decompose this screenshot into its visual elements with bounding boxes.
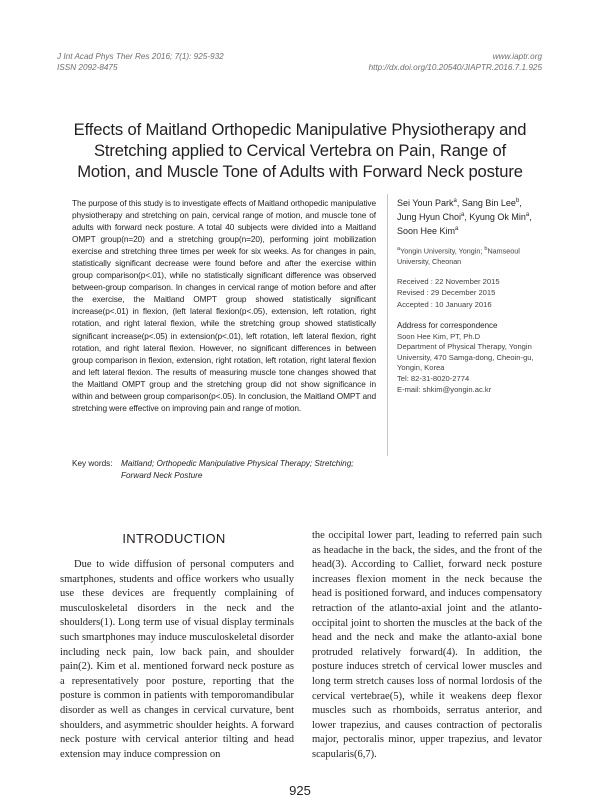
affil-mark-a: a [397, 246, 401, 252]
article-dates [397, 276, 547, 310]
title-line-3: Motion, and Muscle Tone of Adults with Forward Neck posture [77, 162, 523, 181]
author-list [397, 195, 549, 238]
article-title [65, 119, 535, 182]
correspondence-name: Soon Hee Kim, PT, Ph.D [397, 331, 481, 341]
correspondence-email[interactable]: E-mail: shkim@yongin.ac.kr [397, 384, 492, 394]
author-name: Sei Youn Park [397, 198, 454, 208]
author-name: , Kyung Ok Min [464, 212, 526, 223]
author-line-1: Sei Youn Park$^a$, Sang Bin Lee$^b$, [397, 198, 522, 208]
column-divider [387, 194, 388, 456]
author-line-3 [397, 223, 549, 237]
journal-reference: J Int Acad Phys Ther Res 2016; 7(1): 925-932 [57, 52, 224, 61]
author-affil-mark: a [461, 212, 465, 219]
affil-text-a: Yongin University, Yongin; [400, 246, 485, 256]
keywords-label: Key words: [72, 459, 113, 468]
correspondence [397, 321, 547, 395]
website-link[interactable]: www.iaptr.org [492, 52, 542, 61]
keywords [72, 458, 362, 482]
correspondence-heading: Address for correspondence [397, 321, 498, 330]
author-name: Jung Hyun Choi [397, 212, 462, 223]
correspondence-tel: Tel: 82-31-8020-2774 [397, 373, 470, 383]
keywords-text: Maitland; Orthopedic Manipulative Physical Therapy; Stretching; Forward Neck Posture [121, 459, 354, 480]
revised-date: Revised : 29 December 2015 [397, 288, 496, 298]
issn: ISSN 2092-8475 [57, 63, 118, 72]
journal-links [369, 51, 542, 73]
journal-citation [57, 51, 224, 73]
intro-paragraph-1: Due to wide diffusion of personal computers and smartphones, students and office workers who usually use these devices are frequently complaining of musculoskeletal disorders in the neck and the shoulders(1). Long term use of visual display terminals such smartphones may induce musculoskeletal disorder including neck pain, low back pain, and shoulder pain(2). Kim et al. mentioned forward neck posture as a representatively poor posture, reporting that the posture is common in patients with temporomandibular disorder as well as changes in cervical curvature, bent shoulders, and asymmetric shoulder heights. A forward neck posture with cervical anterior tilting and head extension may induce compression on [60, 559, 294, 760]
received-date: Received : 22 November 2015 [397, 277, 500, 286]
affil-mark-b: b [484, 246, 488, 252]
affil-text-b: Namseoul University, Cheonan [397, 246, 520, 266]
correspondence-department: Department of Physical Therapy, Yongin University, 470 Samga-dong, Cheoin-gu, Yongin, Korea [397, 342, 534, 373]
author-name: , Sang Bin Lee [456, 198, 516, 208]
title-line-2: Stretching applied to Cervical Vertebra on Pain, Range of [93, 141, 507, 160]
author-affil-mark: a [525, 212, 530, 219]
author-affil-mark: a [453, 198, 457, 204]
intro-column-1 [60, 558, 294, 762]
accepted-date: Accepted : 10 January 2016 [397, 299, 492, 309]
intro-paragraph-1-continued: the occipital lower part, leading to referred pain such as headache in the back, the sides, and the front of the head(3). According to Calliet, forward neck posture increases flexion moment in the neck because the head is positioned forward, and induces compensatory retraction of the atlanto-axial joint and the atlanto-occipital joint to shorten the muscles at the back of the head and the neck and make the atlanto-axial bone protruded relatively forward(4). In addition, the posture induces stretch of cervical lower muscles and long term stretch causes loss of normal lordosis of the cervical vertebrae(5), while it weakens deep flexor muscles such as rhomboids, serratus anterior, and lower trapezius, and causes contraction of pectoralis major, pectoralis minor, upper trapezius, and levator scapularis(6,7). [312, 530, 542, 760]
author-line-2: Jung Hyun Choi$^a$, Kyung Ok Min$^a$, [397, 212, 532, 223]
intro-column-2 [312, 529, 542, 763]
author-affil-mark: b [515, 198, 520, 204]
author-affil-mark: a [455, 226, 459, 233]
affiliations [397, 244, 547, 268]
title-line-1: Effects of Maitland Orthopedic Manipulative Physiotherapy and [73, 120, 527, 139]
doi-link[interactable]: http://dx.doi.org/10.20540/JIAPTR.2016.7.1.925 [368, 63, 542, 72]
author-name: Soon Hee Kim [397, 226, 456, 237]
abstract: The purpose of this study is to investigate effects of Maitland orthopedic manipulative physiotherapy and stretching on pain, cervical range of motion, and muscle tone of adults with forward neck posture. A total 40 subjects were divided into a Maitland OMPT group(n=20) and a stretching group(n=20), performing joint mobilization exercise and stretching three times per week for six weeks. As for changes in pain, statistically significant decrease were found before and after the exercise within group comparison(p<.01), while no statistically significant difference was observed between-group comparison. In changes in cervical range of motion before and after the exercise, the Maitland OMPT group showed statistically significant increase(p<.01) in flexion, (left lateral flexion(p<.05), extension, left rotation, right rotation, and right lateral flexion, while the stretching group showed statistically significant increase(p<.05) in extension(p<.01), left rotation, left lateral flexion, right rotation, and right lateral flexion. However, no significant differences in between group comparison in flexion, extension, right rotation, left rotation, right lateral flexion and left lateral flexion. The results of measuring muscle tone changes showed that the Maitland OMPT group and the stretching group did not show significance in within and between group comparison(p<.05). In conclusion, the Maitland OMPT and stretching were effective on improving pain and range of motion. [72, 198, 376, 413]
section-heading: INTRODUCTION [122, 531, 226, 546]
page-number: 925 [289, 783, 311, 798]
